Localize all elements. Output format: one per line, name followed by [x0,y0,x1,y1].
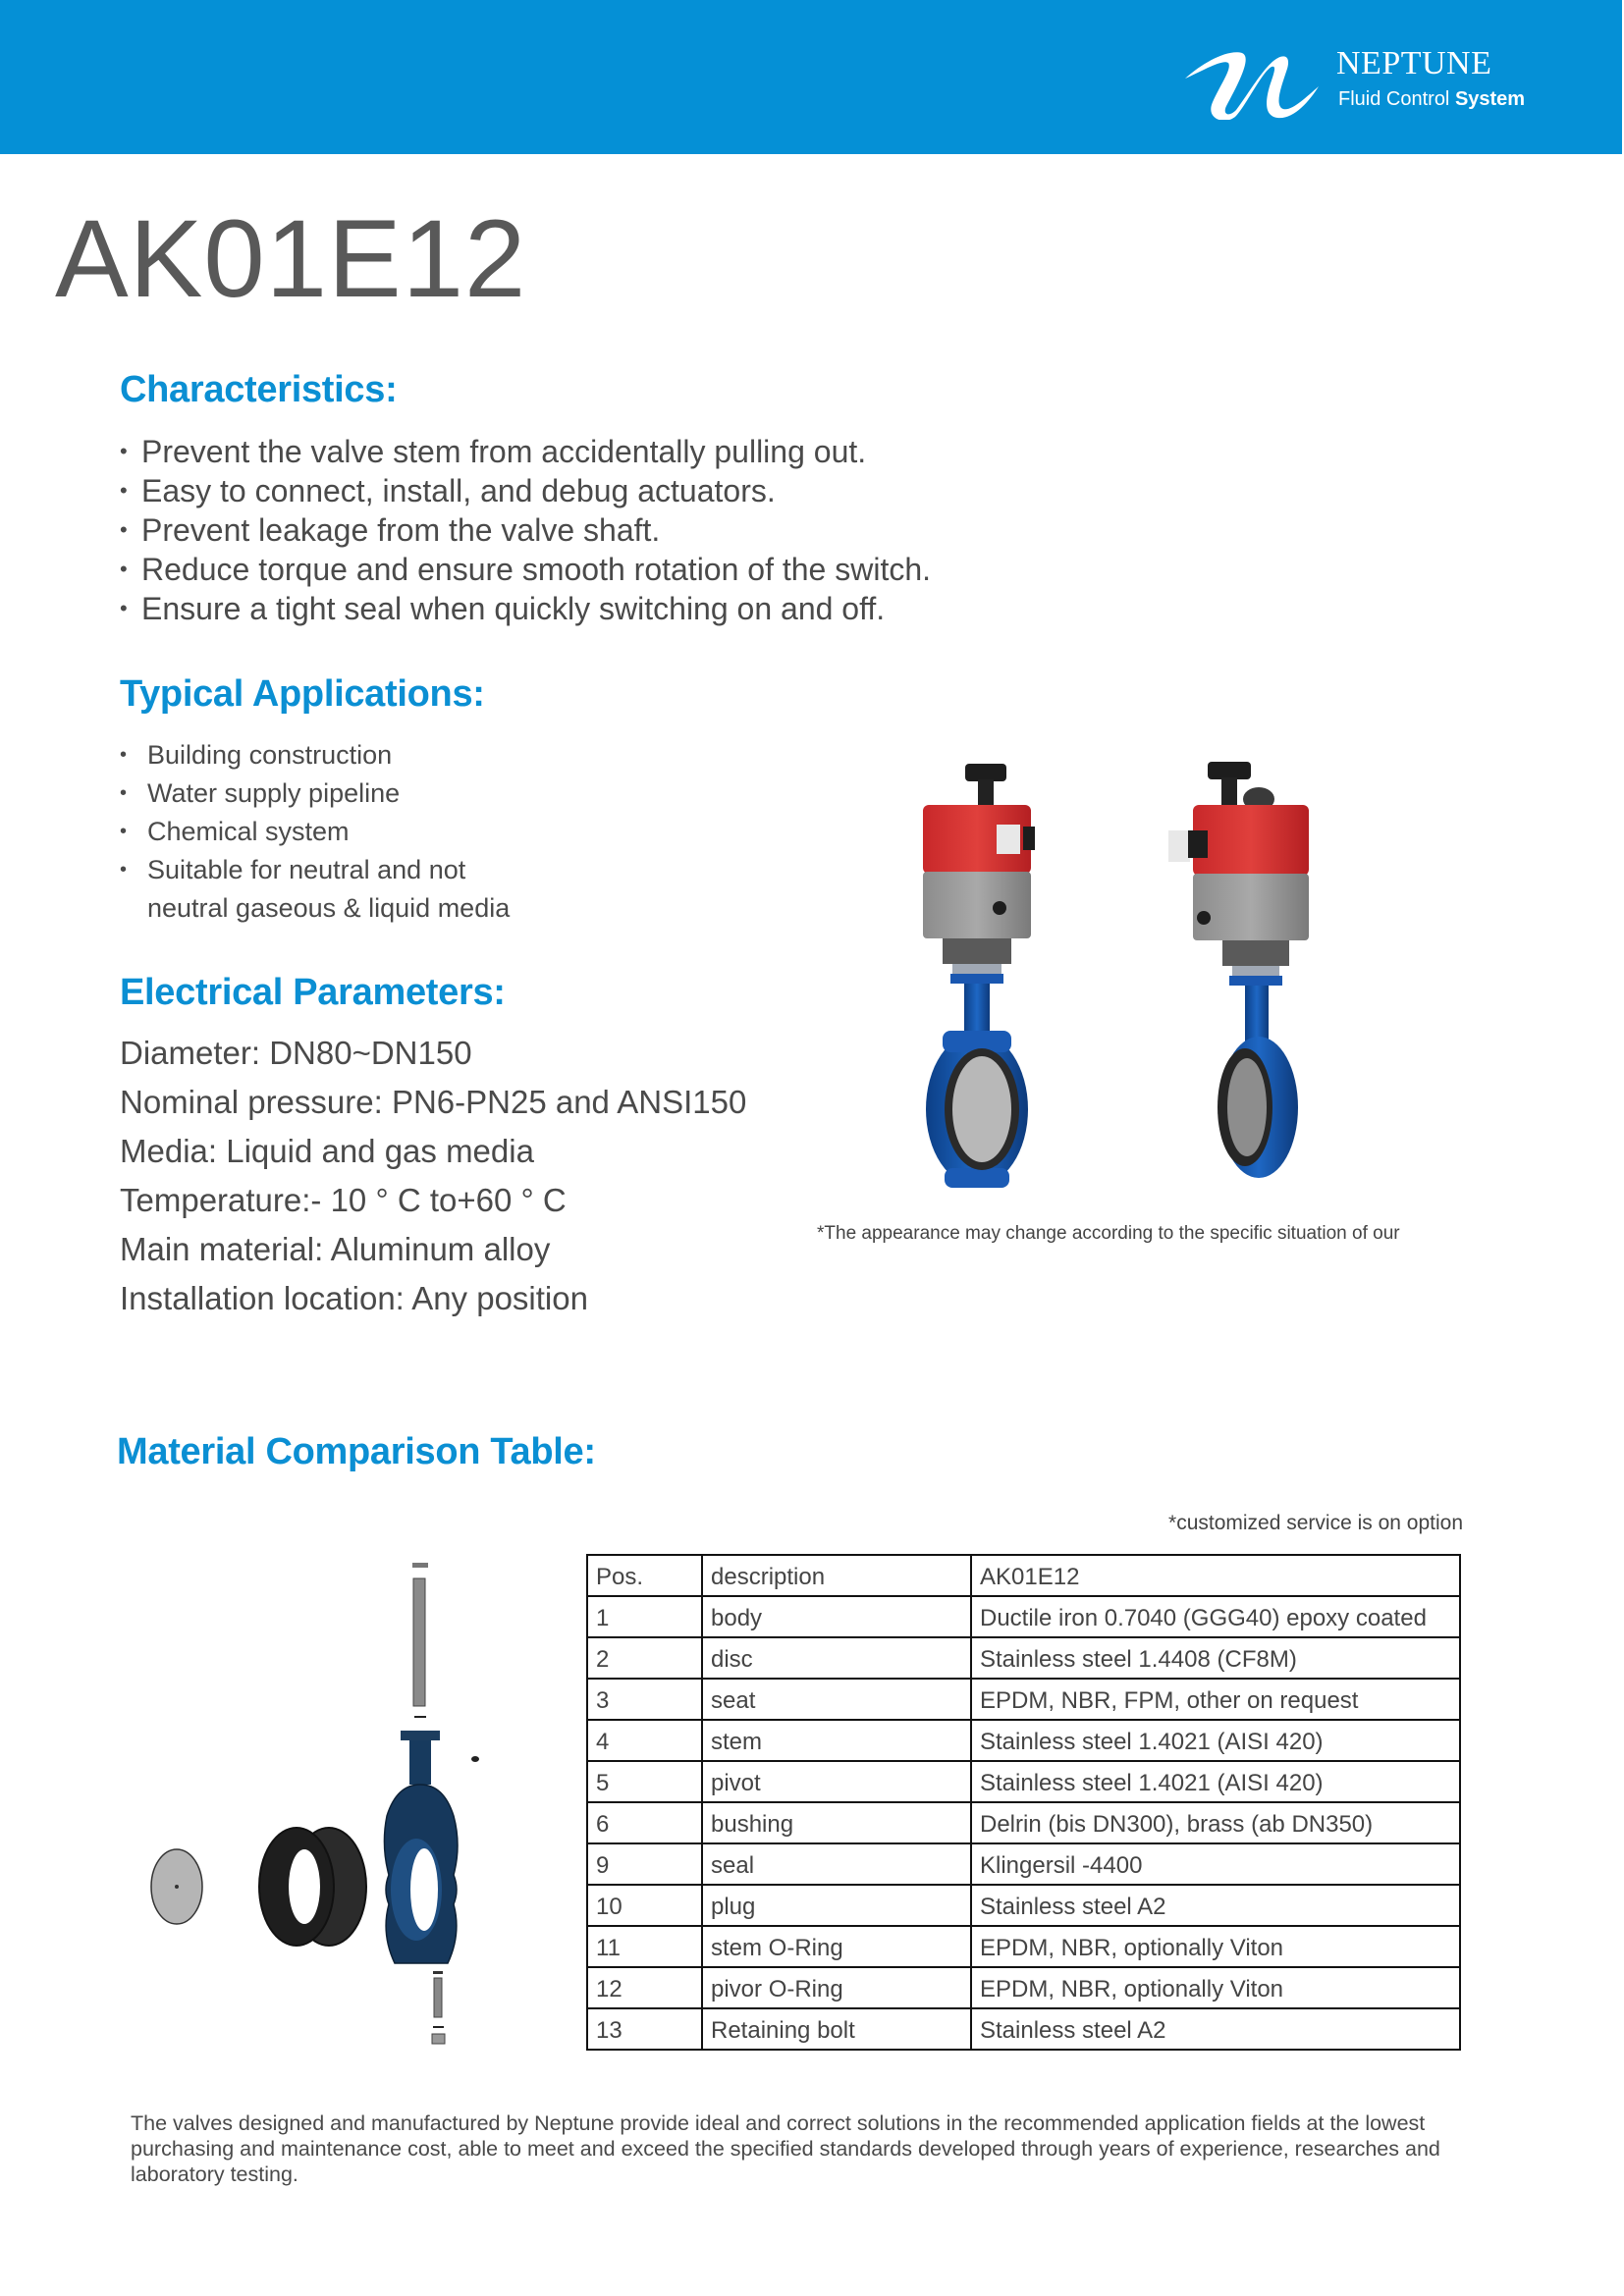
table-row [587,1843,1460,1885]
cell-pos: 12 [587,1967,702,2008]
cell-material: EPDM, NBR, optionally Viton [971,1926,1460,1967]
product-image [884,756,1434,1212]
bullet-icon: • [120,859,128,881]
cell-description: pivot [702,1761,971,1802]
cell-description: seat [702,1679,971,1720]
brand-tagline [1338,88,1525,111]
cell-material: EPDM, NBR, optionally Viton [971,1967,1460,2008]
cell-pos: 6 [587,1802,702,1843]
bullet-icon: • [120,596,128,620]
list-item-text: Chemical system [147,817,350,846]
cell-description: stem O-Ring [702,1926,971,1967]
cell-material: Stainless steel 1.4408 (CF8M) [971,1637,1460,1679]
page-title: AK01E12 [55,197,527,320]
cell-material: Delrin (bis DN300), brass (ab DN350) [971,1802,1460,1843]
product-image-caption: *The appearance may change according to the specific situation of our [817,1223,1400,1244]
cell-material: Stainless steel 1.4021 (AISI 420) [971,1761,1460,1802]
list-item [120,589,931,628]
list-item [120,471,931,510]
table-row [587,1679,1460,1720]
stem [413,1578,425,1706]
cell-pos: 4 [587,1720,702,1761]
bullet-icon: • [120,782,128,804]
actuator-housing [1193,874,1309,940]
header-banner [0,0,1622,154]
cell-description: body [702,1596,971,1637]
cell-description: Retaining bolt [702,2008,971,2050]
material-table-heading: Material Comparison Table: [117,1431,596,1472]
list-item [120,432,931,471]
valve-disc [1227,1058,1267,1156]
cell-material: EPDM, NBR, FPM, other on request [971,1679,1460,1720]
param-media: Media: Liquid and gas media [120,1133,534,1169]
brand-logo [1183,37,1556,126]
param-installation: Installation location: Any position [120,1280,588,1316]
retaining-bolt [432,2034,445,2044]
bullet-icon: • [120,821,128,842]
table-header-row [587,1555,1460,1596]
body-flange [401,1731,440,1740]
list-item [120,736,510,774]
cell-pos: 11 [587,1926,702,1967]
cell-description: stem [702,1720,971,1761]
valve-left [923,764,1035,1188]
actuator-cover [1193,805,1309,876]
list-item-text: Prevent the valve stem from accidentally pulling out. [141,434,867,469]
electrical-parameters [120,1029,746,1323]
table-row [587,1885,1460,1926]
bullet-icon: • [120,439,128,463]
cell-material: Klingersil -4400 [971,1843,1460,1885]
cell-description: bushing [702,1802,971,1843]
applications-heading: Typical Applications: [120,673,485,715]
list-item [120,774,510,813]
cell-material: Ductile iron 0.7040 (GGG40) epoxy coated [971,1596,1460,1637]
table-row [587,1967,1460,2008]
cell-pos: 10 [587,1885,702,1926]
valve-disc [952,1056,1011,1162]
column-header-description: description [702,1555,971,1596]
bullet-icon: • [120,517,128,542]
column-header-model: AK01E12 [971,1555,1460,1596]
bullet-icon: • [120,478,128,503]
cell-pos: 1 [587,1596,702,1637]
cell-description: seal [702,1843,971,1885]
list-item-text: Reduce torque and ensure smooth rotation of the switch. [141,552,932,587]
cell-pos: 2 [587,1637,702,1679]
cell-material: Stainless steel A2 [971,1885,1460,1926]
param-temperature: Temperature:- 10 ° C to+60 ° C [120,1182,567,1218]
bullet-icon: • [120,557,128,581]
customized-service-note: *customized service is on option [1168,1512,1463,1534]
applications-list [120,736,510,928]
list-item-text: Water supply pipeline [147,778,401,808]
cell-pos: 9 [587,1843,702,1885]
material-table [586,1554,1461,2051]
cell-description: pivor O-Ring [702,1967,971,2008]
actuator-housing [923,872,1031,938]
brand-name: NEPTUNE [1336,45,1492,81]
list-item-continuation [120,889,510,928]
handwheel-icon [1208,762,1251,779]
table-row [587,1720,1460,1761]
table-row [587,1802,1460,1843]
table-row [587,1637,1460,1679]
valve-right [1168,762,1309,1178]
cell-description: disc [702,1637,971,1679]
list-item-text: Building construction [147,740,393,770]
exploded-view-diagram [118,1551,511,2052]
handwheel-icon [965,764,1006,781]
param-nominal-pressure: Nominal pressure: PN6-PN25 and ANSI150 [120,1084,747,1120]
cell-pos: 5 [587,1761,702,1802]
characteristics-heading: Characteristics: [120,369,398,410]
brand-tagline-bold: System [1454,88,1526,110]
cell-material: Stainless steel A2 [971,2008,1460,2050]
brand-tagline-regular: Fluid Control [1338,88,1455,110]
footer-disclaimer: The valves designed and manufactured by Neptune provide ideal and correct solutions in the recommended application fields at the lowest purchasing and maintenance cost, able to meet and exceed the specified standards developed through years of experience, researches and laboratory testing. [131,2111,1440,2186]
list-item [120,851,510,889]
table-row [587,2008,1460,2050]
neptune-wave-logo-icon [1183,41,1321,120]
param-diameter: Diameter: DN80~DN150 [120,1035,472,1071]
table-row [587,1926,1460,1967]
list-item-text: neutral gaseous & liquid media [147,893,511,923]
list-item-text: Ensure a tight seal when quickly switching on and off. [141,591,886,626]
cell-pos: 3 [587,1679,702,1720]
electrical-heading: Electrical Parameters: [120,972,506,1013]
list-item-text: Easy to connect, install, and debug actuators. [141,473,776,508]
bullet-icon: • [120,744,128,766]
table-row [587,1596,1460,1637]
list-item [120,510,931,550]
cell-description: plug [702,1885,971,1926]
param-main-material: Main material: Aluminum alloy [120,1231,551,1267]
stem-oring [412,1563,428,1568]
column-header-pos: Pos. [587,1555,702,1596]
list-item-text: Prevent leakage from the valve shaft. [141,512,661,548]
cell-material: Stainless steel 1.4021 (AISI 420) [971,1720,1460,1761]
characteristics-list [120,432,931,628]
cell-pos: 13 [587,2008,702,2050]
list-item-text: Suitable for neutral and not [147,855,466,884]
list-item [120,550,931,589]
list-item [120,813,510,851]
pivot [434,1978,442,2017]
table-row [587,1761,1460,1802]
